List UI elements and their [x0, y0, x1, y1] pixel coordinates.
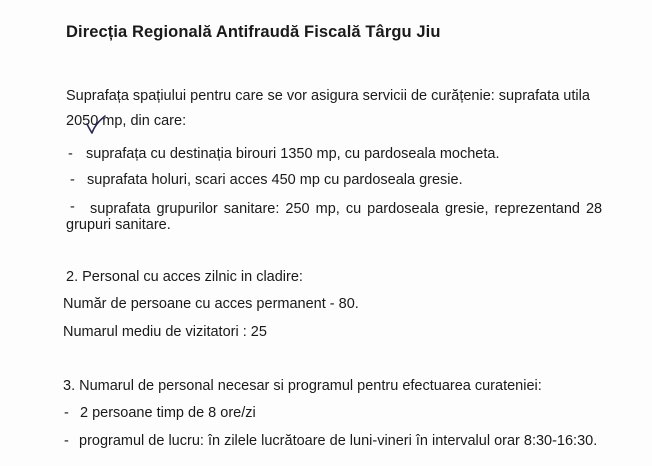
section3-bullet-2: programul de lucru: în zilele lucrătoare de luni-vineri în intervalul orar 8:30-16:30. — [79, 433, 598, 449]
bullet-dash: - — [70, 172, 75, 188]
section2-heading: 2. Personal cu acces zilnic in cladire: — [66, 269, 303, 285]
section2-line-1: Număr de persoane cu acces permanent - 80. — [63, 296, 359, 312]
section1-intro-line1: Suprafața spațiului pentru care se vor asigura servicii de curățenie: suprafata utila — [66, 88, 590, 104]
section3-heading: 3. Numarul de personal necesar si programul pentru efectuarea curateniei: — [63, 378, 542, 394]
bullet-dash: - — [68, 146, 73, 162]
section1-intro-line2: 2050 mp, din care: — [66, 113, 187, 129]
section3-bullet-1: 2 persoane timp de 8 ore/zi — [80, 405, 256, 421]
bullet-dash: - — [64, 433, 69, 449]
bullet-dash: - — [70, 199, 75, 215]
checkmark-icon — [85, 114, 107, 136]
document-title: Direcția Regională Antifraudă Fiscală Târgu Jiu — [66, 23, 441, 41]
section1-bullet-3-continuation: grupuri sanitare. — [66, 217, 171, 233]
section1-bullet-2: suprafata holuri, scari acces 450 mp cu pardoseala gresie. — [87, 172, 463, 188]
bullet-dash: - — [64, 405, 69, 421]
section1-bullet-3: suprafata grupurilor sanitare: 250 mp, cu pardoseala gresie, reprezentand 28 — [90, 201, 603, 217]
section1-bullet-1: suprafața cu destinația birouri 1350 mp, cu pardoseala mocheta. — [86, 146, 500, 162]
section2-line-2: Numarul mediu de vizitatori : 25 — [63, 324, 267, 340]
